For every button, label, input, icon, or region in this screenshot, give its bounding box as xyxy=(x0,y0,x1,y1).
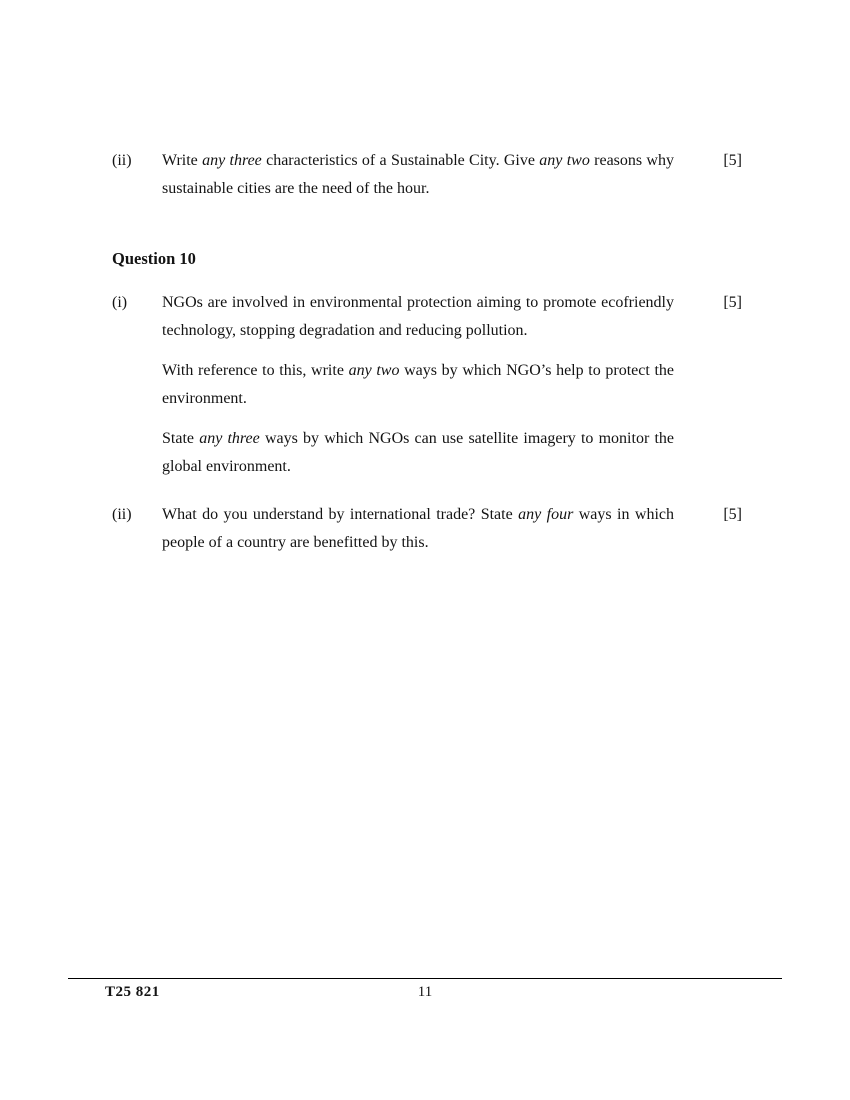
question-paragraph: What do you understand by international trade? State any four ways in which people of a country are benefitted by this. xyxy=(162,506,675,551)
footer-rule xyxy=(68,978,782,979)
question-body xyxy=(162,501,674,569)
content xyxy=(112,147,742,577)
question-paragraph: Write any three characteristics of a Sustainable City. Give any two reasons why sustainable cities are the need of the hour. xyxy=(162,152,674,197)
page-number: 11 xyxy=(417,984,433,1000)
marks: [5] xyxy=(723,294,742,311)
marks: [5] xyxy=(723,152,742,169)
question-paragraph: With reference to this, write any two ways by which NGO’s help to protect the environment. xyxy=(162,362,675,407)
question-paragraph: State any three ways by which NGOs can use satellite imagery to monitor the global environment. xyxy=(162,430,675,475)
question-heading: Question 10 xyxy=(112,249,196,268)
question-body xyxy=(162,289,674,493)
question-item xyxy=(112,289,742,493)
paper-code: T25 821 xyxy=(105,984,160,1000)
question-paragraph: NGOs are involved in environmental protection aiming to promote ecofriendly technology, stopping degradation and reducing pollution. xyxy=(162,294,674,339)
question-item xyxy=(112,147,742,215)
marks: [5] xyxy=(723,506,742,523)
question-number: (ii) xyxy=(112,152,132,169)
question-item xyxy=(112,501,742,569)
question-number: (i) xyxy=(112,294,128,311)
question-number: (ii) xyxy=(112,506,132,523)
question-body xyxy=(162,147,674,215)
